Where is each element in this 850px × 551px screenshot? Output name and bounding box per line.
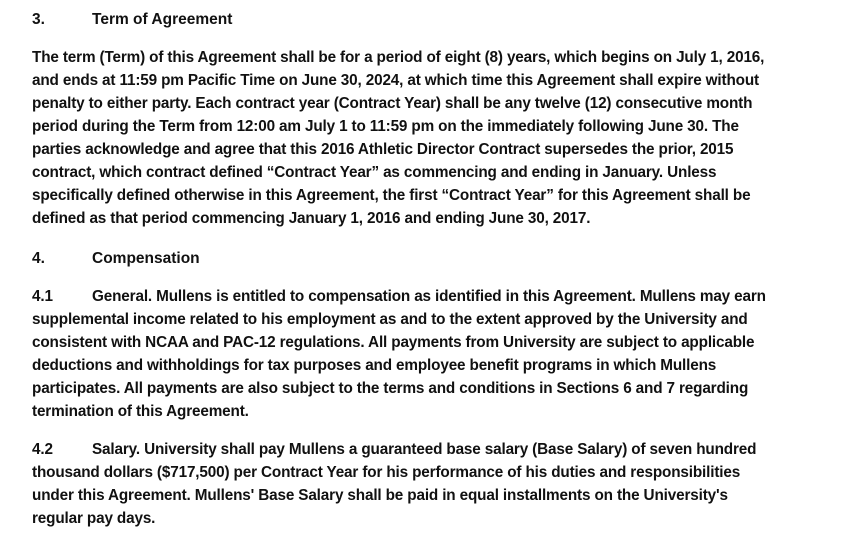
- paragraph-line-text: Salary. University shall pay Mullens a guaranteed base salary (Base Salary) of seven hundred: [92, 441, 757, 458]
- section-3-number: 3.: [32, 11, 45, 28]
- subsection-4-1-number: 4.1: [32, 288, 53, 305]
- paragraph-line: [32, 285, 832, 308]
- document-page: [32, 9, 832, 530]
- subsection-4-2-number: 4.2: [32, 441, 53, 458]
- paragraph-line: parties acknowledge and agree that this 2016 Athletic Director Contract supersedes the prior, 2015: [32, 141, 734, 158]
- paragraph-line: deductions and withholdings for tax purposes and employee benefit programs in which Mullens: [32, 357, 717, 374]
- section-3-heading: [32, 9, 832, 31]
- paragraph-line: regular pay days.: [32, 510, 156, 527]
- paragraph-line: defined as that period commencing January 1, 2016 and ending June 30, 2017.: [32, 210, 591, 227]
- paragraph-line: participates. All payments are also subject to the terms and conditions in Sections 6 and 7 regarding: [32, 380, 749, 397]
- paragraph-line: The term (Term) of this Agreement shall be for a period of eight (8) years, which begins on July 1, 2016,: [32, 49, 765, 66]
- paragraph-line: period during the Term from 12:00 am July 1 to 11:59 pm on the immediately following June 30. The: [32, 118, 739, 135]
- subsection-4-1-paragraph: [32, 285, 832, 423]
- paragraph-line: consistent with NCAA and PAC-12 regulations. All payments from University are subject to applicable: [32, 334, 755, 351]
- paragraph-line: and ends at 11:59 pm Pacific Time on June 30, 2024, at which time this Agreement shall expire without: [32, 72, 759, 89]
- section-4-number: 4.: [32, 250, 45, 267]
- paragraph-line-text: General. Mullens is entitled to compensation as identified in this Agreement. Mullens may earn: [92, 288, 766, 305]
- section-3-paragraph: [32, 46, 832, 230]
- section-4-title: Compensation: [92, 250, 200, 267]
- paragraph-line: contract, which contract defined “Contract Year” as commencing and ending in January. Unless: [32, 164, 717, 181]
- paragraph-line: penalty to either party. Each contract year (Contract Year) shall be any twelve (12) consecutive month: [32, 95, 753, 112]
- section-3-title: Term of Agreement: [92, 11, 233, 28]
- paragraph-line: supplemental income related to his employment as and to the extent approved by the University and: [32, 311, 748, 328]
- paragraph-line: thousand dollars ($717,500) per Contract Year for his performance of his duties and responsibilities: [32, 464, 741, 481]
- subsection-4-2-paragraph: [32, 438, 832, 530]
- section-4-heading: [32, 248, 832, 270]
- paragraph-line: [32, 438, 832, 461]
- paragraph-line: specifically defined otherwise in this Agreement, the first “Contract Year” for this Agreement shall be: [32, 187, 751, 204]
- paragraph-line: termination of this Agreement.: [32, 403, 249, 420]
- paragraph-line: under this Agreement. Mullens' Base Salary shall be paid in equal installments on the University's: [32, 487, 728, 504]
